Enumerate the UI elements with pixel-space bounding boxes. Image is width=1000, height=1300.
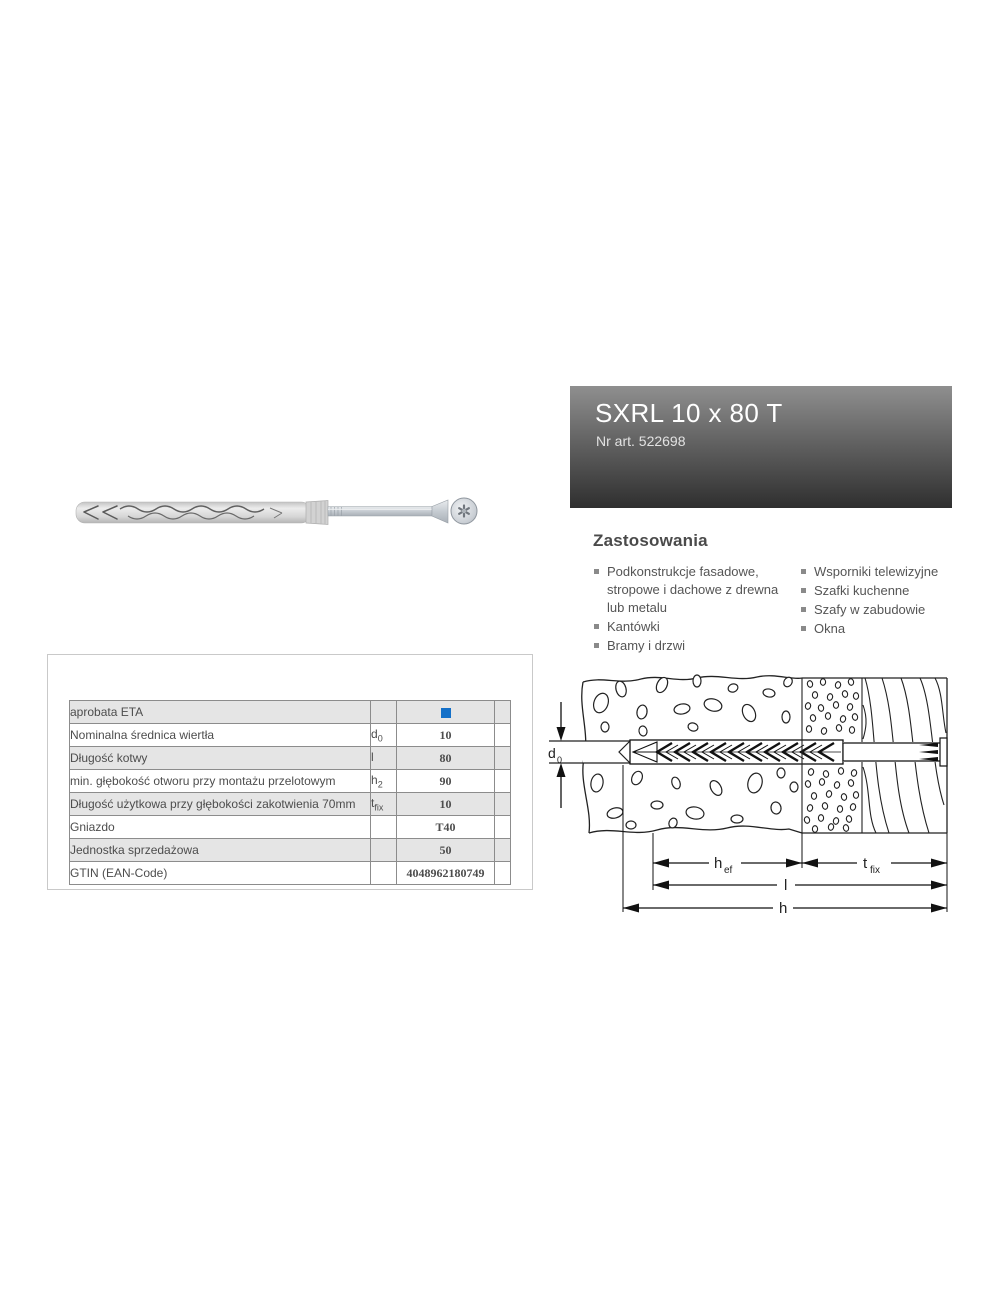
dimension-hef <box>653 855 802 876</box>
dim-label-tfix-sub: fix <box>870 865 880 876</box>
spec-symbol-cell <box>371 701 397 724</box>
spec-table <box>69 700 511 885</box>
spec-end-cell <box>495 747 511 770</box>
spec-value-cell: 80 <box>397 747 495 770</box>
spec-end-cell <box>495 816 511 839</box>
spec-end-cell <box>495 862 511 885</box>
spec-row <box>70 701 511 724</box>
eta-approval-square <box>441 708 451 718</box>
spec-row <box>70 770 511 793</box>
dim-label-tfix: t <box>863 855 868 872</box>
application-item: Podkonstrukcje fasadowe, stropowe i dachowe z drewna lub metalu <box>593 563 789 617</box>
spec-label-cell: GTIN (EAN-Code) <box>70 862 371 885</box>
screw-head-drawing <box>940 738 947 766</box>
dimension-tfix <box>802 855 947 876</box>
application-item: Szafki kuchenne <box>800 582 970 600</box>
dimension-l <box>653 877 947 894</box>
spec-end-cell <box>495 793 511 816</box>
spec-symbol-cell: $h_2$ <box>371 770 397 793</box>
applications-section <box>593 531 973 656</box>
bullet-icon <box>594 624 599 629</box>
dim-label-hef: h <box>714 855 723 872</box>
applications-list-right <box>800 563 970 639</box>
spec-row <box>70 816 511 839</box>
spec-row <box>70 724 511 747</box>
spec-end-cell <box>495 701 511 724</box>
spec-row <box>70 839 511 862</box>
spec-card <box>47 654 533 890</box>
spec-value-cell <box>397 701 495 724</box>
bullet-icon <box>801 588 806 593</box>
article-number: Nr art. 522698 <box>596 433 686 449</box>
spec-label-cell: Długość kotwy <box>70 747 371 770</box>
application-item: Kantówki <box>593 618 789 636</box>
product-photo <box>70 482 500 542</box>
spec-symbol-cell: $t_{fix}$ <box>371 793 397 816</box>
application-item: Okna <box>800 620 970 638</box>
application-item: Bramy i drzwi <box>593 637 789 655</box>
spec-row <box>70 862 511 885</box>
spec-symbol-cell <box>371 839 397 862</box>
bullet-icon <box>801 626 806 631</box>
spec-symbol-cell: l <box>371 747 397 770</box>
spec-label-cell: Jednostka sprzedażowa <box>70 839 371 862</box>
dim-label-h: h <box>779 900 788 917</box>
bullet-icon <box>801 569 806 574</box>
applications-list-left <box>593 563 789 655</box>
spec-value-cell: 50 <box>397 839 495 862</box>
anchor-collar-photo <box>306 501 328 525</box>
bullet-icon <box>801 607 806 612</box>
screw-drawing <box>843 738 947 766</box>
screw-head-photo <box>432 498 477 524</box>
dim-label-d0: d <box>548 745 556 761</box>
application-item: Wsporniki telewizyjne <box>800 563 970 581</box>
bullet-icon <box>594 569 599 574</box>
spec-end-cell <box>495 839 511 862</box>
spec-value-cell: 10 <box>397 724 495 747</box>
spec-row <box>70 793 511 816</box>
spec-label-cell: aprobata ETA <box>70 701 371 724</box>
product-header <box>570 386 952 508</box>
anchor-sleeve-photo <box>76 502 310 523</box>
product-title: SXRL 10 x 80 T <box>595 398 783 428</box>
applications-heading: Zastosowania <box>593 531 708 550</box>
spec-end-cell <box>495 770 511 793</box>
spec-symbol-cell <box>371 862 397 885</box>
spec-row <box>70 747 511 770</box>
dimension-d0 <box>548 702 566 808</box>
spec-symbol-cell <box>371 816 397 839</box>
installation-diagram <box>545 663 957 925</box>
spec-value-cell: T40 <box>397 816 495 839</box>
spec-value-cell: 90 <box>397 770 495 793</box>
spec-value-cell: 4048962180749 <box>397 862 495 885</box>
spec-label-cell: min. głębokość otworu przy montażu przelotowym <box>70 770 371 793</box>
dim-label-hef-sub: ef <box>724 865 733 876</box>
dimension-h <box>623 900 947 917</box>
spec-label-cell: Nominalna średnica wiertła <box>70 724 371 747</box>
spec-value-cell: 10 <box>397 793 495 816</box>
bullet-icon <box>594 643 599 648</box>
spec-end-cell <box>495 724 511 747</box>
spec-label-cell: Długość użytkowa przy głębokości zakotwienia 70mm <box>70 793 371 816</box>
anchor-sleeve-drawing <box>630 740 843 764</box>
application-item: Szafy w zabudowie <box>800 601 970 619</box>
screw-shaft-photo <box>328 507 432 517</box>
dim-label-d0-sub: 0 <box>557 755 563 765</box>
spec-symbol-cell: $d_0$ <box>371 724 397 747</box>
spec-label-cell: Gniazdo <box>70 816 371 839</box>
dim-label-l: l <box>784 877 788 894</box>
